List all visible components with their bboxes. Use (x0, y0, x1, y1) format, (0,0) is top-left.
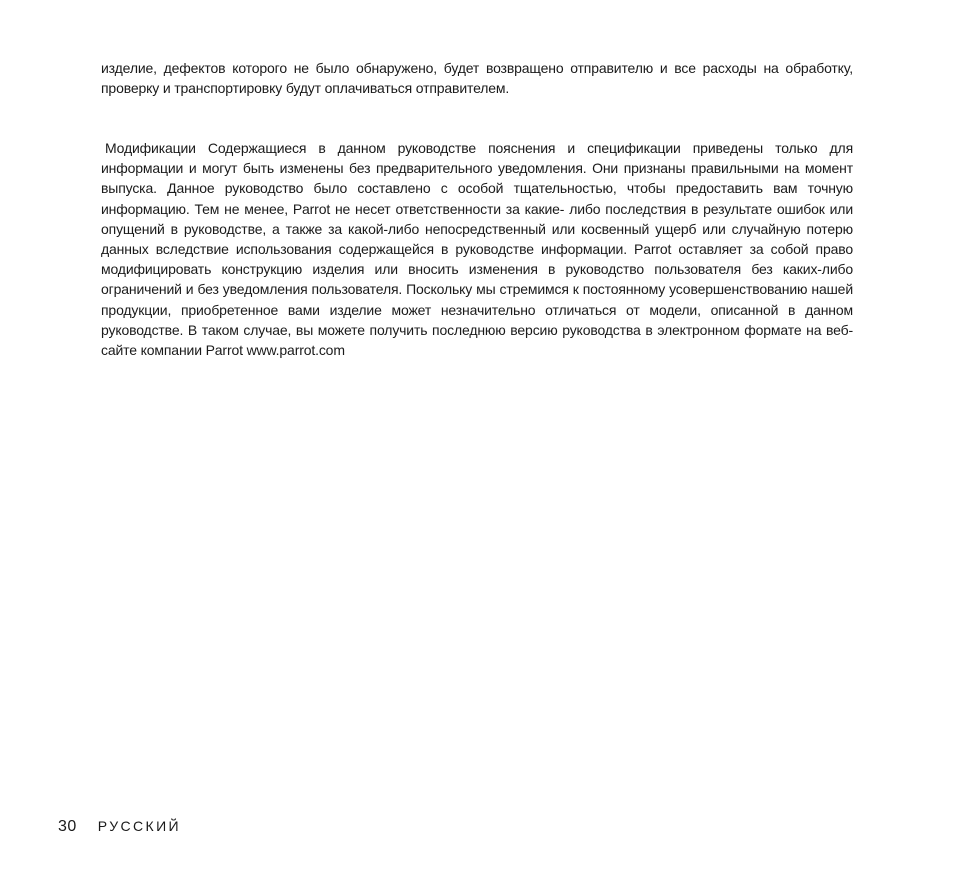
page-number: 30 (58, 818, 77, 835)
body-paragraph-2: Модификации Содержащиеся в данном руководстве пояснения и спецификации приведены только для информации и могут быть изменены без предварительного уведомления. Они признаны правильными на момент выпуска. Данное руководство было составлено с особой тщательностью, чтобы предоставить вам точную информацию. Тем не менее, Parrot не несет ответственности за какие- либо последствия в результате ошибок или опущений в руководстве, а также за какой-либо непосредственный или косвенный ущерб или случайную потерю данных вследствие использования содержащейся в руководстве информации. Parrot оставляет за собой право модифицировать конструкцию изделия или вносить изменения в руководство пользователя без каких-либо ограничений и без уведомления пользователя. Поскольку мы стремимся к постоянному усовершенствованию нашей продукции, приобретенное вами изделие может незначительно отличаться от модели, описанной в данном руководстве. В таком случае, вы можете получить последнюю версию руководства в электронном формате на веб-сайте компании Parrot www.parrot.com (101, 140, 853, 359)
page-footer (58, 818, 181, 840)
language-label: РУССКИЙ (97, 818, 182, 834)
body-paragraph-1: изделие, дефектов которого не было обнаружено, будет возвращено отправителю и все расходы на обработку, проверку и транспортировку будут оплачиваться отправителем. (101, 60, 853, 97)
